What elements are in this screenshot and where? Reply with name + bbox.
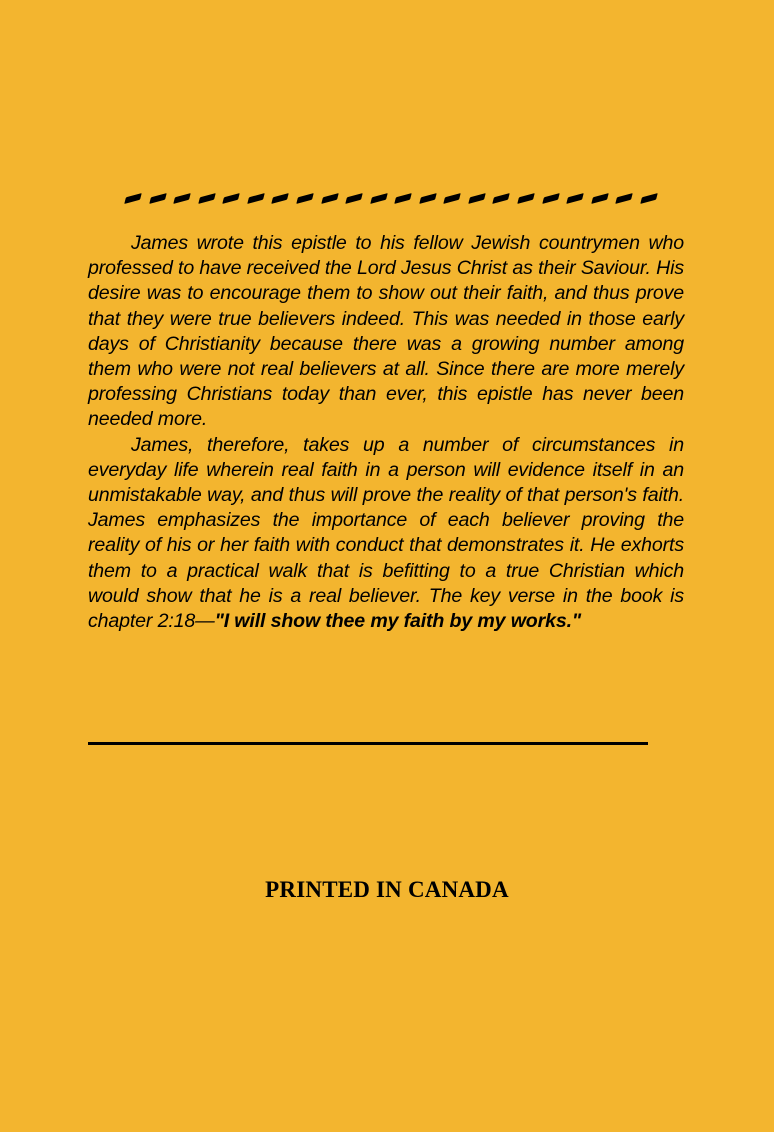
- paragraph-2-text: James, therefore, takes up a number of circumstances in everyday life wherein real faith in a person will evidence itself in an unmistakable way, and thus will prove the reality of that person's faith. James emphasizes the importance of each believer proving the reality of his or her faith with conduct that demonstrates it. He exhorts them to a practical walk that is befitting to a true Christian which would show that he is a real believer. The key verse in the book is chapter 2:18—: [88, 433, 684, 633]
- ornament-dash: [173, 193, 190, 204]
- ornament-dash: [419, 193, 436, 204]
- ornament-dash: [616, 193, 633, 204]
- paragraph-2: [88, 433, 684, 635]
- ornament-dash: [223, 193, 240, 204]
- ornament-dash: [345, 193, 362, 204]
- ornament-dash: [198, 193, 215, 204]
- ornament-dash: [640, 193, 657, 204]
- description-text: [88, 231, 684, 634]
- ornament-dash: [149, 193, 166, 204]
- ornament-dash: [272, 193, 289, 204]
- horizontal-rule: [88, 742, 648, 745]
- ornament-dash: [370, 193, 387, 204]
- printed-in-label: PRINTED IN CANADA: [265, 877, 509, 902]
- paragraph-1: James wrote this epistle to his fellow Jewish countrymen who professed to have received the Lord Jesus Christ as their Saviour. His desire was to encourage them to show out their faith, and thus prove that they were true believers indeed. This was needed in those early days of Christianity because there was a growing number among them who were not real believers at all. Since there are more merely professing Christians today than ever, this epistle has never been needed more.: [88, 232, 684, 431]
- dash-ornament: [126, 190, 656, 206]
- ornament-dash: [591, 193, 608, 204]
- ornament-dash: [444, 193, 461, 204]
- ornament-dash: [296, 193, 313, 204]
- ornament-dash: [542, 193, 559, 204]
- ornament-dash: [566, 193, 583, 204]
- ornament-dash: [247, 193, 264, 204]
- ornament-dash: [321, 193, 338, 204]
- ornament-dash: [124, 193, 141, 204]
- ornament-dash: [493, 193, 510, 204]
- ornament-dash: [468, 193, 485, 204]
- key-verse: "I will show thee my faith by my works.": [214, 610, 582, 633]
- ornament-dash: [517, 193, 534, 204]
- ornament-dash: [394, 193, 411, 204]
